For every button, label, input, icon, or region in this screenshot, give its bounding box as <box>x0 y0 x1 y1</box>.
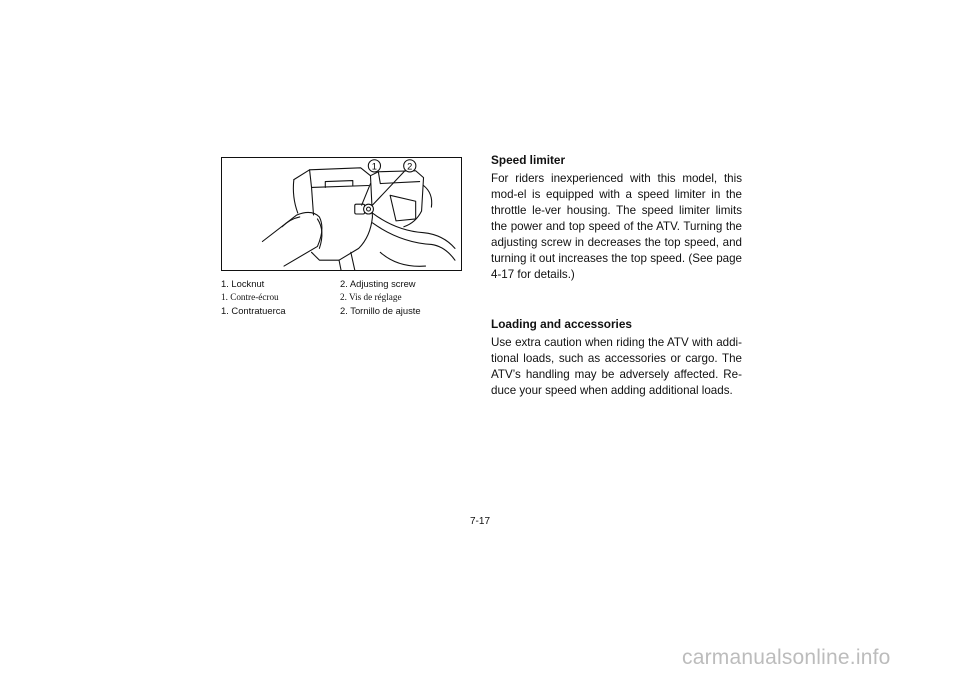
section-speed-limiter <box>491 153 742 283</box>
caption-row-english <box>221 277 471 291</box>
section-heading: Loading and accessories <box>491 317 632 331</box>
caption-item-2: 2. Adjusting screw <box>340 278 416 289</box>
watermark: carmanualsonline.info <box>682 646 891 669</box>
section-body: For riders inexperienced with this model, this mod-el is equipped with a speed limiter in the throttle le-ver housing. The speed limiter limits the power and top speed of the ATV. Turning the adjusting screw in decreases the top speed, and turning it out increases the top speed. (See page 4-17 for details.) <box>491 172 742 281</box>
page-number: 7-17 <box>469 516 490 527</box>
throttle-housing-drawing <box>222 158 461 270</box>
section-body: Use extra caution when riding the ATV with addi-tional loads, such as accessories or cargo. The ATV’s handling may be adversely affected. Re-duce your speed when adding additional loads. <box>491 336 742 397</box>
caption-row-french <box>221 291 471 305</box>
caption-item-1: 1. Contre-écrou <box>221 291 279 302</box>
section-heading: Speed limiter <box>491 153 566 167</box>
caption-item-2: 2. Vis de réglage <box>340 291 402 302</box>
text-column <box>491 153 742 399</box>
callout-1: 1 <box>371 161 378 172</box>
section-loading-accessories <box>491 317 742 399</box>
figure-captions <box>221 277 471 318</box>
caption-item-1: 1. Locknut <box>221 278 265 289</box>
caption-row-spanish <box>221 304 471 318</box>
callout-2: 2 <box>407 161 413 172</box>
throttle-lever-illustration <box>221 157 462 271</box>
caption-item-2: 2. Tornillo de ajuste <box>340 305 421 316</box>
caption-item-1: 1. Contratuerca <box>221 305 286 316</box>
